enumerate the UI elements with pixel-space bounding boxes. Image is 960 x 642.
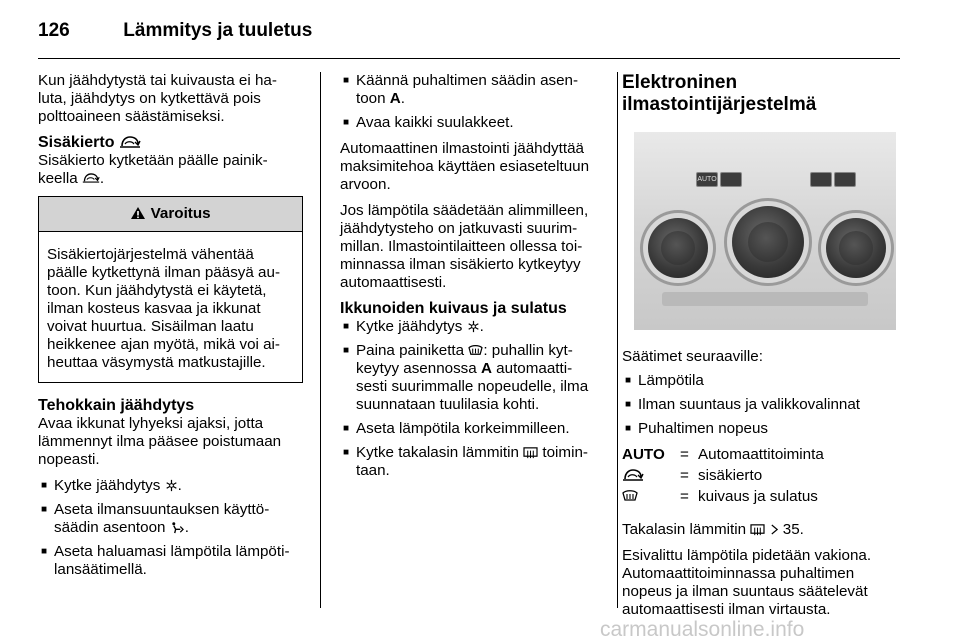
- position-a: A: [480, 360, 492, 377]
- warning-text: Sisäkiertojärjestelmä vähentää päälle kytkettynä ilman pääsyä au- toon. Kun jäähdytystä ei käytetä, ilman kosteus kasvaa ja ikkunat voivat huurtua. Sisäilman laatu heikkenee ajan myötä, mikä voi ai- heuttaa väsymystä matkustajille.: [47, 246, 281, 371]
- recirculation-icon: [119, 135, 141, 149]
- temperature-knob: [648, 218, 708, 278]
- section-title: Elektroninen ilmastointijärjestelmä: [622, 72, 817, 115]
- rear-heater-button-photo: [834, 172, 856, 187]
- list-item: ■ Kytke jäähdytys .: [38, 477, 303, 495]
- controls-intro: Säätimet seuraaville:: [622, 348, 763, 365]
- legend-value: sisäkierto: [698, 467, 763, 484]
- warning-header: [39, 197, 302, 232]
- rear-heater-reference: Takalasin lämmitin 35.: [622, 521, 804, 538]
- list-item: ■ Käännä puhaltimen säädin asen- toon A.: [340, 72, 605, 108]
- recirculation-text: Sisäkierto kytketään päälle painik- keella: [38, 152, 268, 187]
- footer-paragraph: Esivalittu lämpötila pidetään vakiona. Automaattitoiminnassa puhaltimen nopeus ja ilman suuntaus säätelevät automaattisesti ilman virtausta.: [622, 547, 872, 618]
- legend-value: Automaattitoiminta: [698, 446, 824, 463]
- defrost-button-photo: [810, 172, 832, 187]
- list-item: ■ Puhaltimen nopeus: [622, 420, 907, 438]
- list-item: ■ Kytke takalasin lämmitin toimin- taan.: [340, 444, 605, 480]
- column-1: [38, 72, 303, 587]
- column-divider: [617, 72, 618, 608]
- legend-row: = sisäkierto: [622, 467, 824, 488]
- auto-button-photo: AUTO: [696, 172, 718, 187]
- legend-row: AUTO = Automaattitoiminta: [622, 446, 824, 467]
- page-number: 126: [38, 20, 70, 41]
- column-3: [622, 72, 907, 627]
- fan-list: [340, 72, 605, 132]
- air-direction-knob: [732, 206, 804, 278]
- legend-table: [622, 446, 824, 509]
- recirculation-icon: [82, 172, 100, 184]
- legend-value: kuivaus ja sulatus: [698, 488, 818, 505]
- page-reference[interactable]: 35.: [782, 521, 804, 538]
- defrost-list: [340, 318, 605, 480]
- cooling-list: [38, 477, 303, 579]
- defrost-icon: [468, 344, 483, 357]
- panel-slot: [662, 292, 868, 306]
- legend-key: AUTO: [622, 446, 665, 463]
- column-2: [340, 72, 605, 488]
- snowflake-icon: [165, 479, 178, 492]
- warning-title: Varoitus: [150, 205, 211, 222]
- page-header: [38, 20, 312, 42]
- defrost-icon: [622, 489, 638, 503]
- cooling-paragraph: Avaa ikkunat lyhyeksi ajaksi, jotta lämmennyt ilma pääsee poistumaan nopeasti.: [38, 415, 282, 468]
- list-item: ■ Aseta ilmansuuntauksen käyttö- säädin asentoon .: [38, 501, 303, 537]
- list-item: ■ Aseta lämpötila korkeimmilleen.: [340, 420, 605, 438]
- recirculation-paragraph: Sisäkierto kytketään päälle painik- keella .: [38, 152, 268, 187]
- rear-window-heater-icon: [523, 446, 538, 459]
- list-item: ■ Lämpötila: [622, 372, 907, 390]
- air-direction-icon: [170, 521, 185, 534]
- list-item: ■ Paina painiketta : puhallin kyt- keytyy asennossa A automaatti- sesti suurimmalle nopeudelle, ilma suunnataan tuulilasia kohti.: [340, 342, 605, 414]
- list-item: ■ Avaa kaikki suulakkeet.: [340, 114, 605, 132]
- list-item: ■ Aseta haluamasi lämpötila lämpöti- lansäätimellä.: [38, 543, 303, 579]
- auto-paragraph-2: Jos lämpötila säädetään alimmilleen, jäähdytysteho on jatkuvasti suurim- millan. Ilmastointilaitteen ollessa toi- minnassa ilman sisäkierto kytkeytyy automaattisesti.: [340, 202, 589, 291]
- defrost-title: Ikkunoiden kuivaus ja sulatus: [340, 300, 567, 317]
- recirc-button-photo: [720, 172, 742, 187]
- warning-box: [38, 196, 303, 383]
- position-a: A: [389, 90, 401, 107]
- header-rule: [38, 58, 900, 59]
- page-title: Lämmitys ja tuuletus: [123, 20, 313, 41]
- auto-paragraph-1: Automaattinen ilmastointi jäähdyttää maksimitehoa käyttäen esiaseteltuun arvoon.: [340, 140, 590, 193]
- cooling-title: Tehokkain jäähdytys: [38, 397, 195, 414]
- watermark: carmanualsonline.info: [600, 618, 805, 641]
- list-item: ■ Ilman suuntaus ja valikkovalinnat: [622, 396, 907, 414]
- recirculation-heading: [38, 134, 303, 152]
- legend-row: = kuivaus ja sulatus: [622, 488, 824, 509]
- climate-panel-photo: [634, 132, 896, 330]
- controls-list: [622, 372, 907, 438]
- fan-speed-knob: [826, 218, 886, 278]
- list-item: ■ Kytke jäähdytys .: [340, 318, 605, 336]
- intro-paragraph: Kun jäähdytystä tai kuivausta ei ha- luta, jäähdytys on kytkettävä pois polttoaineen säästämiseksi.: [38, 72, 277, 125]
- page-reference-icon: [770, 524, 779, 535]
- warning-icon: [130, 206, 146, 220]
- recirculation-title: Sisäkierto: [38, 134, 115, 151]
- snowflake-icon: [467, 320, 480, 333]
- recirculation-icon: [622, 468, 644, 482]
- rear-window-heater-icon: [750, 523, 765, 536]
- column-divider: [320, 72, 321, 608]
